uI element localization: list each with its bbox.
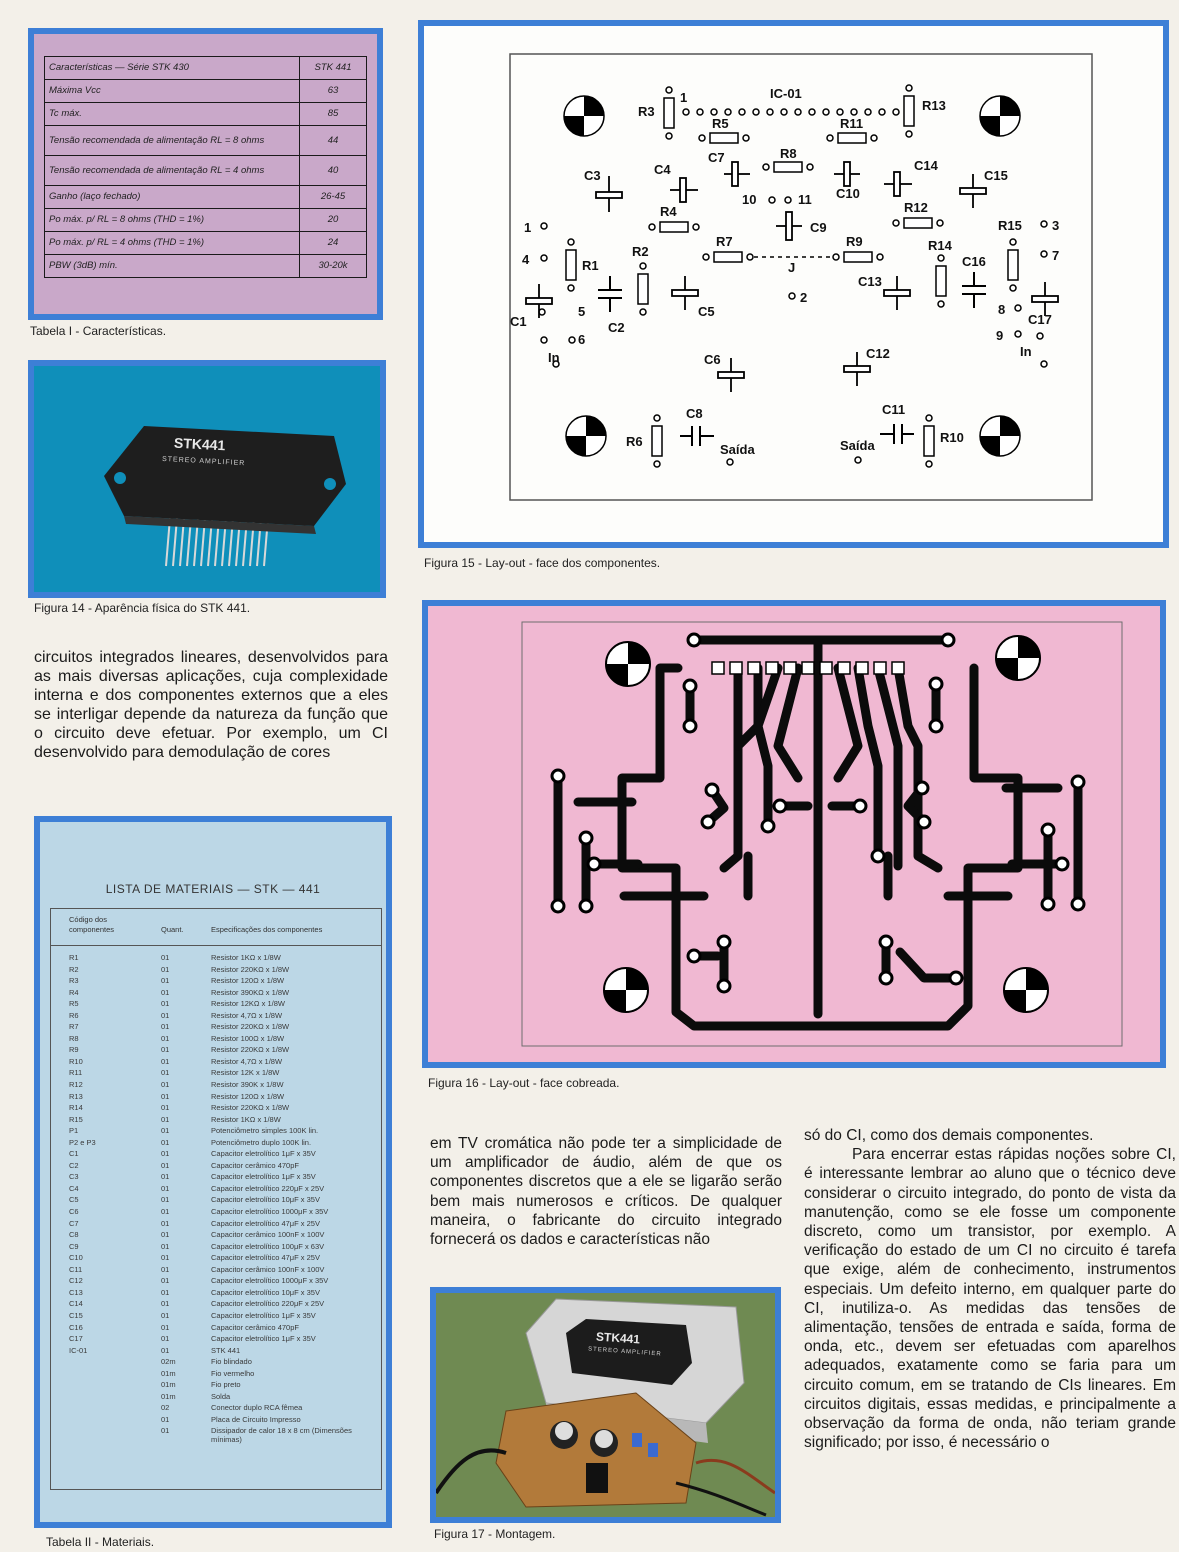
- component-code: C16: [69, 1322, 83, 1332]
- component-code: R9: [69, 1045, 79, 1055]
- characteristic-value: 44: [300, 126, 367, 156]
- figure17-assembly-photo: [436, 1293, 775, 1517]
- label-c17: C17: [1028, 312, 1052, 327]
- component-spec: Capacitor eletrolítico 1000μF x 35V: [211, 1276, 329, 1286]
- table1-caption: Tabela I - Características.: [30, 324, 167, 338]
- component-code: C1: [69, 1149, 79, 1159]
- component-quantity: 01m: [161, 1391, 176, 1401]
- component-code: R10: [69, 1056, 83, 1066]
- label-c4: C4: [654, 162, 671, 177]
- materials-row: [51, 1323, 381, 1335]
- materials-row: [51, 1299, 381, 1311]
- characteristic-label: Tc máx.: [45, 103, 300, 126]
- materials-row: [51, 999, 381, 1011]
- label-input-right: In: [1020, 344, 1032, 359]
- characteristic-value: 63: [300, 80, 367, 103]
- component-quantity: 01: [161, 1010, 170, 1020]
- component-code: C14: [69, 1299, 83, 1309]
- component-spec: Resistor 220KΩ x 1/8W: [211, 1103, 290, 1113]
- characteristic-value: 85: [300, 103, 367, 126]
- component-spec: Capacitor eletrolítico 1μF x 35V: [211, 1149, 316, 1159]
- characteristic-value: 40: [300, 156, 367, 186]
- component-quantity: 01: [161, 1264, 170, 1274]
- characteristic-label: Tensão recomendada de alimentação RL = 4 ohms: [45, 156, 300, 186]
- component-quantity: 01: [161, 1207, 170, 1217]
- materials-row: [51, 1392, 381, 1404]
- component-quantity: 01: [161, 1080, 170, 1090]
- component-spec: Fio vermelho: [211, 1368, 255, 1378]
- characteristic-value: 30-20k: [300, 255, 367, 278]
- component-quantity: 01: [161, 1183, 170, 1193]
- component-quantity: 02: [161, 1403, 170, 1413]
- component-quantity: 01: [161, 1091, 170, 1101]
- body-text-column1: [34, 648, 388, 762]
- component-spec: Fio preto: [211, 1380, 241, 1390]
- label-c3: C3: [584, 168, 601, 183]
- label-r3: R3: [638, 104, 655, 119]
- component-spec: Resistor 1KΩ x 1/8W: [211, 953, 281, 962]
- component-spec: Resistor 220KΩ x 1/8W: [211, 1045, 290, 1055]
- component-spec: Resistor 220KΩ x 1/8W: [211, 1022, 290, 1032]
- label-c15: C15: [984, 168, 1008, 183]
- materials-table: [50, 908, 382, 1490]
- component-quantity: 01: [161, 1334, 170, 1344]
- component-code: R12: [69, 1080, 83, 1090]
- component-quantity: 01: [161, 1310, 170, 1320]
- materials-row: [51, 1403, 381, 1415]
- label-r6: R6: [626, 434, 643, 449]
- assembly-chip-sublabel: STEREO AMPLIFIER: [587, 1346, 662, 1358]
- label-c7: C7: [708, 150, 725, 165]
- label-r11: R11: [840, 116, 864, 131]
- label-r8: R8: [780, 146, 797, 161]
- component-spec: Capacitor eletrolítico 1μF x 35V: [211, 1334, 316, 1344]
- component-quantity: 01: [161, 1068, 170, 1078]
- stk441-chip-illustration: [34, 366, 380, 592]
- component-spec: Resistor 12K x 1/8W: [211, 1068, 280, 1078]
- label-c11: C11: [882, 402, 906, 417]
- label-term9: 9: [996, 328, 1004, 343]
- component-code: R8: [69, 1033, 79, 1043]
- characteristic-label: Máxima Vcc: [45, 80, 300, 103]
- label-r2: R2: [632, 244, 649, 259]
- component-code: C4: [69, 1183, 79, 1193]
- component-spec: Resistor 1KΩ x 1/8W: [211, 1114, 281, 1124]
- label-term5: 5: [578, 304, 586, 319]
- label-pin11: 11: [798, 192, 812, 207]
- component-quantity: 01: [161, 1241, 170, 1251]
- component-code: C17: [69, 1334, 83, 1344]
- label-c5: C5: [698, 304, 715, 319]
- component-spec: Capacitor eletrolítico 100μF x 63V: [211, 1241, 325, 1251]
- component-code: R15: [69, 1114, 83, 1124]
- figure16-caption: Figura 16 - Lay-out - face cobreada.: [428, 1076, 620, 1090]
- table2-caption: Tabela II - Materiais.: [46, 1535, 155, 1549]
- component-code: R6: [69, 1010, 79, 1020]
- figure14-frame: [28, 360, 386, 598]
- label-ic01: IC-01: [770, 86, 802, 101]
- characteristics-row: [45, 80, 367, 103]
- label-term1: 1: [524, 220, 532, 235]
- paragraph-col1: circuitos integrados lineares, desenvolvidos para as mais diversas aplicações, cuja complexidade interna e dos componentes externos que a eles se interligar depende da natureza da função que o circuito deve efetuar. Por exemplo, um CI desenvolvido para demodulação de cores: [34, 649, 388, 761]
- label-input-left: In: [548, 350, 560, 365]
- component-quantity: 01: [161, 1160, 170, 1170]
- header-specs: Especificações dos componentes: [211, 925, 323, 934]
- label-r14: R14: [928, 238, 952, 253]
- label-c16: C16: [962, 254, 986, 269]
- label-c14: C14: [914, 158, 938, 173]
- materials-row: [51, 1011, 381, 1023]
- materials-row: [51, 1426, 381, 1445]
- component-spec: Potenciômetro duplo 100K lin.: [211, 1137, 312, 1147]
- characteristic-label: Po máx. p/ RL = 4 ohms (THD = 1%): [45, 232, 300, 255]
- materials-row: [51, 953, 381, 965]
- component-spec: Capacitor eletrolítico 1μF x 35V: [211, 1310, 316, 1320]
- header-code: Código dos componentes: [69, 915, 115, 934]
- label-c8: C8: [686, 406, 703, 421]
- component-code: R11: [69, 1068, 83, 1078]
- materials-row: [51, 1242, 381, 1254]
- component-quantity: 01: [161, 1022, 170, 1032]
- characteristic-value: 26-45: [300, 186, 367, 209]
- materials-row: [51, 1149, 381, 1161]
- materials-row: [51, 988, 381, 1000]
- component-spec: Capacitor eletrolítico 1μF x 35V: [211, 1172, 316, 1182]
- component-spec: Capacitor eletrolítico 47μF x 25V: [211, 1253, 320, 1263]
- component-quantity: 01: [161, 1033, 170, 1043]
- component-quantity: 01: [161, 999, 170, 1009]
- component-spec: Resistor 100Ω x 1/8W: [211, 1033, 285, 1043]
- label-c9: C9: [810, 220, 827, 235]
- component-code: C8: [69, 1230, 79, 1240]
- component-spec: Resistor 390KΩ x 1/8W: [211, 987, 290, 997]
- component-quantity: 01: [161, 987, 170, 997]
- body-text-column2: [430, 1134, 782, 1249]
- materials-row: [51, 1034, 381, 1046]
- figure16-layout-copper: [428, 606, 1160, 1062]
- component-spec: Dissipador de calor 18 x 8 cm (Dimensões mínimas): [211, 1426, 352, 1445]
- component-code: R13: [69, 1091, 83, 1101]
- materials-row: [51, 1230, 381, 1242]
- component-quantity: 01: [161, 953, 170, 962]
- materials-row: [51, 1172, 381, 1184]
- component-code: C11: [69, 1264, 83, 1274]
- label-r1: R1: [582, 258, 599, 273]
- materials-row: [51, 1115, 381, 1127]
- label-output-right: Saída: [840, 438, 875, 453]
- component-quantity: 01: [161, 1414, 170, 1424]
- figure15-frame: [418, 20, 1169, 548]
- label-r7: R7: [716, 234, 733, 249]
- component-spec: Conector duplo RCA fêmea: [211, 1403, 303, 1413]
- component-spec: STK 441: [211, 1345, 241, 1355]
- label-pin1: 1: [680, 90, 688, 105]
- component-quantity: 01: [161, 1045, 170, 1055]
- materials-row: [51, 1357, 381, 1369]
- figure15-caption: Figura 15 - Lay-out - face dos componentes.: [424, 556, 661, 570]
- component-code: R1: [69, 953, 79, 962]
- materials-row: [51, 1311, 381, 1323]
- component-spec: Placa de Circuito Impresso: [211, 1414, 301, 1424]
- component-spec: Capacitor eletrolítico 10μF x 35V: [211, 1287, 320, 1297]
- component-spec: Resistor 120Ω x 1/8W: [211, 976, 285, 986]
- materials-row: [51, 1346, 381, 1358]
- figure14-photo: [34, 366, 380, 592]
- label-output-left: Saída: [720, 442, 755, 457]
- characteristics-row: [45, 209, 367, 232]
- component-spec: Fio blindado: [211, 1357, 252, 1367]
- materials-row: [51, 1369, 381, 1381]
- label-r4: R4: [660, 204, 677, 219]
- component-quantity: 01: [161, 1345, 170, 1355]
- component-quantity: 01: [161, 964, 170, 974]
- component-code: P2 e P3: [69, 1137, 96, 1147]
- component-spec: Capacitor cerâmico 100nF x 100V: [211, 1230, 325, 1240]
- figure15-layout-components: [424, 26, 1163, 542]
- characteristics-table: [44, 56, 367, 278]
- component-quantity: 01: [161, 1322, 170, 1332]
- label-term4: 4: [522, 252, 530, 267]
- component-quantity: 01: [161, 976, 170, 986]
- component-spec: Capacitor eletrolítico 220μF x 25V: [211, 1183, 325, 1193]
- component-code: R2: [69, 964, 79, 974]
- materials-table-rows: [51, 953, 381, 1445]
- characteristics-row: [45, 186, 367, 209]
- characteristic-label: Ganho (laço fechado): [45, 186, 300, 209]
- component-quantity: 01: [161, 1195, 170, 1205]
- materials-row: [51, 1288, 381, 1300]
- component-quantity: 01: [161, 1056, 170, 1066]
- characteristics-row: [45, 126, 367, 156]
- component-spec: Capacitor eletrolítico 47μF x 25V: [211, 1218, 320, 1228]
- component-quantity: 01: [161, 1253, 170, 1263]
- paragraph-col2: em TV cromática não pode ter a simplicidade de um amplificador de áudio, além de que os componentes discretos que a ele se ligarão serão bem mais numerosos e críticos. De qualquer maneira, o fabricante do circuito integrado fornecerá os dados e características não: [430, 1135, 782, 1249]
- characteristics-row: [45, 103, 367, 126]
- component-spec: Capacitor eletrolítico 10μF x 35V: [211, 1195, 320, 1205]
- component-quantity: 01: [161, 1218, 170, 1228]
- component-code: C5: [69, 1195, 79, 1205]
- characteristic-value: 24: [300, 232, 367, 255]
- table1-frame: [28, 28, 383, 320]
- chip-label: STK441: [173, 434, 226, 454]
- component-spec: Resistor 120Ω x 1/8W: [211, 1091, 285, 1101]
- materials-row: [51, 1219, 381, 1231]
- component-spec: Potenciômetro simples 100K lin.: [211, 1126, 319, 1136]
- component-spec: Capacitor eletrolítico 220μF x 25V: [211, 1299, 325, 1309]
- figure17-caption: Figura 17 - Montagem.: [434, 1527, 556, 1541]
- body-text-column3: [804, 1126, 1176, 1452]
- label-c2: C2: [608, 320, 625, 335]
- characteristic-label: PBW (3dB) mín.: [45, 255, 300, 278]
- label-pin10: 10: [742, 192, 757, 207]
- component-spec: Capacitor cerâmico 470pF: [211, 1160, 299, 1170]
- component-quantity: 01: [161, 1287, 170, 1297]
- label-r13: R13: [922, 98, 946, 113]
- component-spec: Solda: [211, 1391, 231, 1401]
- materials-row: [51, 1092, 381, 1104]
- characteristic-value: 20: [300, 209, 367, 232]
- materials-row: [51, 1415, 381, 1427]
- materials-row: [51, 1380, 381, 1392]
- component-code: C6: [69, 1207, 79, 1217]
- component-spec: Capacitor eletrolítico 1000μF x 35V: [211, 1207, 329, 1217]
- characteristic-label: Tensão recomendada de alimentação RL = 8 ohms: [45, 126, 300, 156]
- label-jumper: J: [788, 260, 796, 275]
- materials-row: [51, 1138, 381, 1150]
- component-quantity: 01: [161, 1114, 170, 1124]
- component-code: C3: [69, 1172, 79, 1182]
- component-code: C7: [69, 1218, 79, 1228]
- component-spec: Resistor 220KΩ x 1/8W: [211, 964, 290, 974]
- label-c10: C10: [836, 186, 860, 201]
- component-spec: Capacitor cerâmico 100nF x 100V: [211, 1264, 325, 1274]
- characteristic-label: Po máx. p/ RL = 8 ohms (THD = 1%): [45, 209, 300, 232]
- characteristics-row: [45, 156, 367, 186]
- paragraph-col3-main: Para encerrar estas rápidas noções sobre CI, é interessante lembrar ao aluno que o técnico deve considerar o circuito integrado, do ponto de vista da manutenção, como se ele fosse um componente discreto, como um transistor, por exemplo. A verificação do estado de um CI no circuito é tarefa que exige, além de conhecimento, instrumentos especiais. Um defeito interno, em qualquer parte do CI, inutiliza-o. As medidas das tensões de alimentação, tensões de entrada e saída, forma de onda, etc., devem ser efetuadas com aparelhos adequados, exatamente como se faria para um circuito comum, em se tratando de CIs lineares. Em circuitos digitais, essas medidas, e principalmente a observação da forma de onda, não teriam grande significado; por isso, é necessário o: [804, 1146, 1176, 1452]
- copper-layout-drawing: [428, 606, 1160, 1062]
- materials-row: [51, 1161, 381, 1173]
- figure17-frame: [430, 1287, 781, 1523]
- characteristics-row: [45, 57, 367, 80]
- component-code: R4: [69, 987, 79, 997]
- table2-panel: [40, 822, 386, 1522]
- materials-row: [51, 1184, 381, 1196]
- table1-panel: [34, 34, 377, 314]
- materials-row: [51, 1253, 381, 1265]
- component-code: P1: [69, 1126, 79, 1136]
- component-layout-drawing: [424, 26, 1163, 542]
- label-r9: R9: [846, 234, 863, 249]
- materials-row: [51, 1103, 381, 1115]
- materials-row: [51, 1057, 381, 1069]
- component-quantity: 01: [161, 1126, 170, 1136]
- materials-row: [51, 1334, 381, 1346]
- label-c6: C6: [704, 352, 721, 367]
- assembly-chip-label: STK441: [595, 1329, 641, 1347]
- component-spec: Resistor 12KΩ x 1/8W: [211, 999, 285, 1009]
- materials-row: [51, 976, 381, 988]
- component-quantity: 01: [161, 1137, 170, 1147]
- figure14-caption: Figura 14 - Aparência física do STK 441.: [34, 601, 251, 615]
- component-code: C15: [69, 1310, 83, 1320]
- component-quantity: 01: [161, 1276, 170, 1286]
- component-spec: Resistor 4,7Ω x 1/8W: [211, 1056, 283, 1066]
- label-term6: 6: [578, 332, 586, 347]
- component-code: IC-01: [69, 1345, 88, 1355]
- label-term2: 2: [800, 290, 808, 305]
- materials-row: [51, 1068, 381, 1080]
- component-quantity: 01m: [161, 1380, 176, 1390]
- label-term3: 3: [1052, 218, 1060, 233]
- label-r10: R10: [940, 430, 964, 445]
- materials-row: [51, 1265, 381, 1277]
- component-quantity: 01: [161, 1426, 170, 1436]
- materials-row: [51, 965, 381, 977]
- characteristics-row: [45, 232, 367, 255]
- component-quantity: 01: [161, 1103, 170, 1113]
- component-quantity: 01: [161, 1172, 170, 1182]
- materials-row: [51, 1195, 381, 1207]
- component-code: C9: [69, 1241, 79, 1251]
- materials-row: [51, 1207, 381, 1219]
- component-quantity: 02m: [161, 1357, 176, 1367]
- component-code: R5: [69, 999, 79, 1009]
- component-quantity: 01: [161, 1230, 170, 1240]
- component-code: C12: [69, 1276, 83, 1286]
- label-c13: C13: [858, 274, 882, 289]
- label-r5: R5: [712, 116, 729, 131]
- characteristics-row: [45, 255, 367, 278]
- component-code: R3: [69, 976, 79, 986]
- materials-row: [51, 1080, 381, 1092]
- materials-row: [51, 1045, 381, 1057]
- header-quantity: Quant.: [161, 925, 184, 934]
- component-spec: Resistor 4,7Ω x 1/8W: [211, 1010, 283, 1020]
- label-c12: C12: [866, 346, 890, 361]
- component-spec: Capacitor cerâmico 470pF: [211, 1322, 299, 1332]
- label-r12: R12: [904, 200, 928, 215]
- component-code: C2: [69, 1160, 79, 1170]
- component-quantity: 01: [161, 1299, 170, 1309]
- characteristic-label: Características — Série STK 430: [45, 57, 300, 80]
- component-quantity: 01m: [161, 1368, 176, 1378]
- materials-row: [51, 1276, 381, 1288]
- assembly-illustration: [436, 1293, 775, 1517]
- component-spec: Resistor 390K x 1/8W: [211, 1080, 284, 1090]
- component-code: R7: [69, 1022, 79, 1032]
- characteristic-value: STK 441: [300, 57, 367, 80]
- table2-frame: [34, 816, 392, 1528]
- component-code: C13: [69, 1287, 83, 1297]
- label-r15: R15: [998, 218, 1022, 233]
- component-quantity: 01: [161, 1149, 170, 1159]
- materials-row: [51, 1022, 381, 1034]
- component-code: R14: [69, 1103, 83, 1113]
- label-c1: C1: [510, 314, 527, 329]
- materials-table-header: [51, 909, 381, 946]
- materials-list-title: LISTA DE MATERIAIS — STK — 441: [105, 882, 321, 896]
- figure16-frame: [422, 600, 1166, 1068]
- label-term7: 7: [1052, 248, 1060, 263]
- label-term8: 8: [998, 302, 1006, 317]
- chip-sublabel: STEREO AMPLIFIER: [161, 455, 246, 468]
- materials-row: [51, 1126, 381, 1138]
- component-code: C10: [69, 1253, 83, 1263]
- paragraph-col3-start: só do CI, como dos demais componentes.: [804, 1127, 1094, 1144]
